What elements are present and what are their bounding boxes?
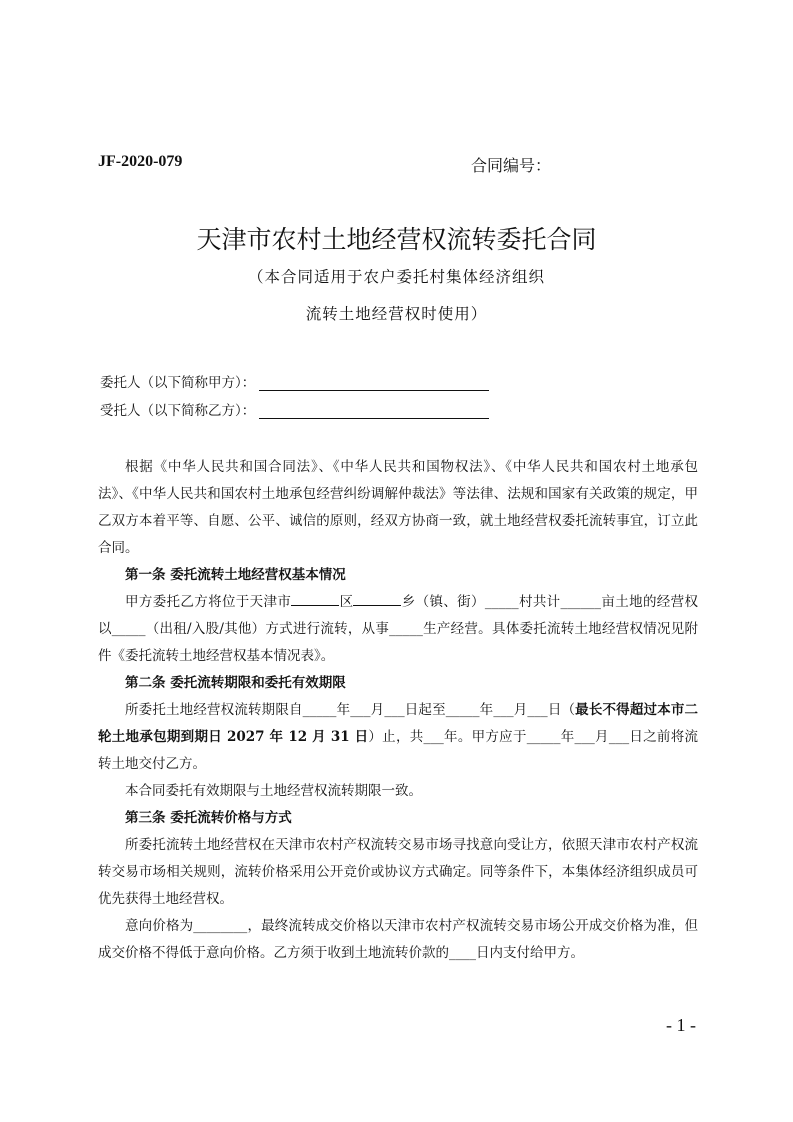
- subtitle-line-2: 流转土地经营权时使用）: [305, 305, 488, 323]
- article-1-text-2: 区: [339, 594, 354, 610]
- party-a-row: [100, 371, 489, 391]
- article-2-heading: 第二条 委托流转期限和委托有效期限: [125, 675, 346, 691]
- party-a-label: 委托人（以下简称甲方）：: [100, 375, 256, 391]
- contract-body: [98, 454, 698, 967]
- article-3-paragraph-2: 意向价格为________，最终流转成交价格以天津市农村产权流转交易市场公开成交价格为准，但成交价格不得低于意向价格。乙方须于收到土地流转价款的____日内支付给甲方。: [98, 918, 698, 961]
- township-blank[interactable]: [353, 591, 401, 606]
- page-number: - 1 -: [666, 1015, 696, 1035]
- article-2-paragraph: [98, 697, 698, 778]
- article-1-heading: 第一条 委托流转土地经营权基本情况: [125, 567, 346, 583]
- party-a-blank[interactable]: [259, 376, 489, 391]
- article-3-paragraph-1: 所委托流转土地经营权在天津市农村产权流转交易市场寻找意向受让方，依照天津市农村产权流转交易市场相关规则，流转价格采用公开竞价或协议方式确定。同等条件下，本集体经济组织成员可优先获得土地经营权。: [98, 837, 698, 907]
- article-1-text-3: 乡（镇、街）_____村共计______亩土地的经营权以_____（出租/入股/其他）方式进行流转，从事_____生产经营。具体委托流转土地经营权情况见附件《委托流转土地经营权基本情况表》。: [98, 594, 698, 664]
- subtitle-line-1: （本合同适用于农户委托村集体经济组织: [247, 268, 545, 286]
- party-b-label: 受托人（以下简称乙方）：: [100, 403, 256, 419]
- document-code: JF-2020-079: [98, 153, 183, 170]
- contract-number-label: 合同编号：: [471, 156, 552, 175]
- party-b-row: [100, 399, 489, 419]
- district-blank[interactable]: [291, 591, 339, 606]
- article-2-text-1: 所委托土地经营权流转期限自_____年___月___日起至_____年___月___日（: [125, 702, 576, 718]
- article-1-paragraph: [98, 589, 698, 670]
- article-3-heading: 第三条 委托流转价格与方式: [125, 810, 292, 826]
- intro-paragraph: 根据《中华人民共和国合同法》、《中华人民共和国物权法》、《中华人民共和国农村土地承包法》、《中华人民共和国农村土地承包经营纠纷调解仲裁法》等法律、法规和国家有关政策的规定，甲乙双方本着平等、自愿、公平、诚信的原则，经双方协商一致，就土地经营权委托流转事宜，订立此合同。: [98, 459, 698, 556]
- article-1-text-1: 甲方委托乙方将位于天津市: [125, 594, 292, 610]
- article-2-validity: 本合同委托有效期限与土地经营权流转期限一致。: [125, 783, 422, 799]
- article-2-text-2: ）止，共___年。甲方应于_____年___月___日之前将流转土地交付乙方。: [98, 729, 698, 772]
- page-title: 天津市农村土地经营权流转委托合同: [196, 225, 597, 254]
- article-2-bold-note: 最长不得超过本市二轮土地承包期到期日 2027 年 12 月 31 日: [98, 702, 699, 745]
- party-b-blank[interactable]: [259, 404, 489, 419]
